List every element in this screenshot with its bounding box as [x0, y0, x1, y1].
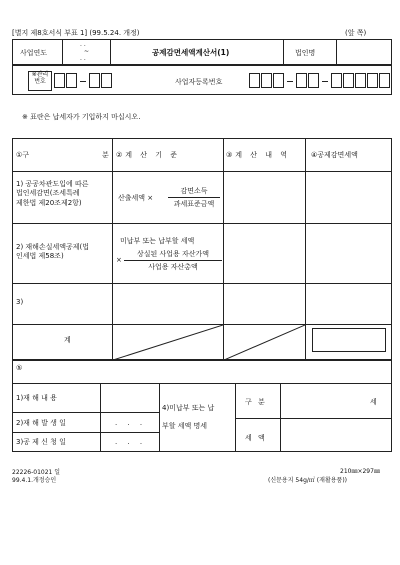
apply-date-field[interactable]: . . . — [115, 438, 147, 446]
row3-details-field[interactable] — [224, 284, 304, 323]
biz-reg-box-8[interactable] — [355, 73, 366, 88]
row2-basis-mult: × — [116, 256, 122, 264]
row2-basis-numerator: 상실된 사업용 자산가액 — [136, 250, 210, 258]
row2-amount-field[interactable] — [306, 224, 391, 282]
row2-basis-top: 미납부 또는 납부할 세액 — [120, 237, 195, 245]
page-side: (앞 쪽) — [345, 29, 367, 37]
col-header-category: ①구 — [16, 151, 30, 159]
unpaid-tax-field[interactable] — [281, 419, 391, 451]
disaster-content-field[interactable] — [101, 384, 158, 411]
form-title: 공제감면세액계산서(1) — [152, 48, 230, 57]
business-year-from[interactable]: . . — [80, 41, 86, 48]
total-label: 계 — [64, 336, 71, 344]
footer-paper: (신문용지 54g/㎡ (재활용품)) — [268, 477, 348, 484]
section5-unit-tail: 세 — [370, 398, 377, 406]
corp-name-label: 법인명 — [295, 49, 316, 57]
biz-reg-box-1[interactable] — [249, 73, 260, 88]
col-header-category-tail: 분 — [102, 151, 109, 159]
row3-label: 3) — [16, 298, 24, 306]
col-header-amount: ④공제감면세액 — [311, 151, 358, 159]
footer-left-code: 22226-01021 일 99.4.1.개정승인 — [12, 469, 61, 485]
row3-amount-field[interactable] — [306, 284, 391, 323]
row2-basis-denominator: 사업용 자산총액 — [148, 263, 198, 271]
total-details-diagonal — [224, 325, 305, 360]
row1-label: 1) 공공차관도입에 따른 법인세감면(조세특례 제한법 제20조제2항) — [16, 180, 89, 207]
biz-reg-box-6[interactable] — [331, 73, 342, 88]
apply-date-label: 3)공 제 신 청 일 — [16, 438, 66, 446]
row1-basis-numerator: 감면소득 — [180, 187, 208, 195]
biz-reg-box-2[interactable] — [261, 73, 272, 88]
biz-reg-box-10[interactable] — [379, 73, 390, 88]
disaster-date-field[interactable]: . . . — [115, 419, 147, 427]
corp-name-field[interactable] — [337, 40, 391, 64]
unpaid-category-field[interactable] — [281, 384, 367, 417]
business-reg-label: 사업자등록번호 — [175, 78, 223, 86]
subheader-tax: 세 액 — [245, 434, 267, 442]
col-header-basis: ②계 산 기 준 — [116, 151, 180, 159]
row1-basis-denominator: 과세표준금액 — [173, 200, 215, 208]
mgmt-no-box-4[interactable] — [101, 73, 112, 88]
business-year-to[interactable]: . . — [80, 55, 86, 62]
row1-details-field[interactable] — [224, 172, 304, 222]
disaster-content-label: 1)재 해 내 용 — [16, 394, 57, 402]
mgmt-no-label: ※관리 번호 — [31, 71, 49, 85]
biz-reg-box-3[interactable] — [273, 73, 284, 88]
biz-reg-box-5[interactable] — [308, 73, 319, 88]
row3-basis-field[interactable] — [113, 284, 222, 323]
mgmt-no-box-3[interactable] — [89, 73, 100, 88]
form-code: [별지 제8호서식 부표 1] (99.5.24. 개정) — [12, 29, 140, 37]
notice-text: ※ 표란은 납세자가 기입하지 마십시오. — [22, 113, 141, 121]
business-year-tilde: ~ — [84, 48, 90, 55]
biz-reg-box-9[interactable] — [367, 73, 378, 88]
biz-reg-box-4[interactable] — [296, 73, 307, 88]
row2-label: 2) 재해손실세액공제(법 인세법 제58조) — [16, 243, 89, 261]
total-amount-field[interactable] — [312, 328, 386, 352]
biz-reg-box-7[interactable] — [343, 73, 354, 88]
disaster-date-label: 2)재 해 발 생 일 — [16, 419, 66, 427]
subheader-category: 구 분 — [245, 398, 267, 406]
total-basis-diagonal — [113, 325, 223, 360]
row1-amount-field[interactable] — [306, 172, 391, 222]
row2-details-field[interactable] — [224, 224, 304, 282]
footer-size: 210㎜×297㎜ — [340, 468, 380, 475]
mgmt-no-box-2[interactable] — [66, 73, 77, 88]
mgmt-no-box-1[interactable] — [54, 73, 65, 88]
business-year-label: 사업연도 — [20, 49, 48, 57]
col-header-details: ③계 산 내 역 — [226, 151, 290, 159]
row1-basis-left: 산출세액 × — [118, 194, 154, 202]
unpaid-tax-label: 4)미납부 또는 납 부할 세액 명세 — [162, 404, 215, 431]
section5-number: ⑤ — [16, 364, 23, 372]
